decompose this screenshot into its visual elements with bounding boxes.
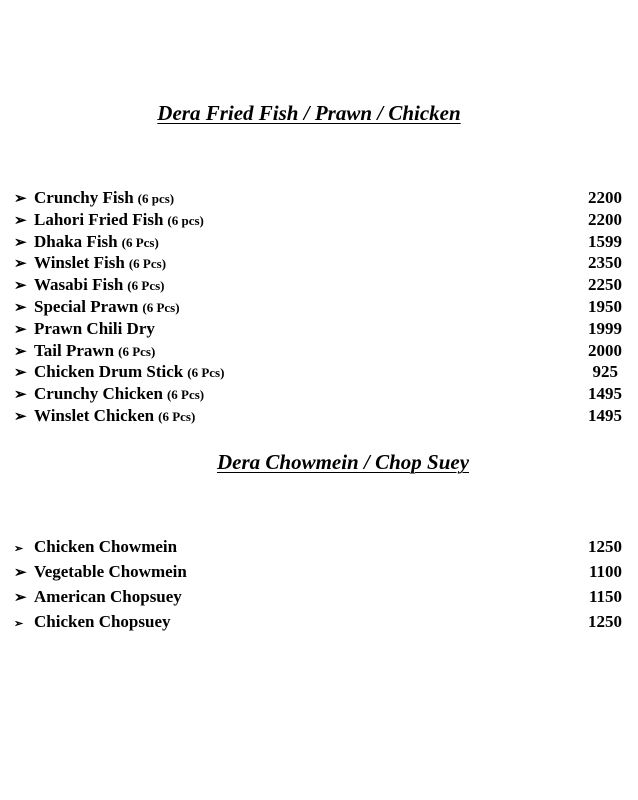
chowmein-items-list — [14, 534, 622, 634]
item-name: Wasabi Fish — [34, 275, 124, 295]
menu-item — [14, 231, 622, 253]
item-price: 1100 — [588, 562, 622, 581]
item-name: Chicken Drum Stick — [34, 362, 184, 382]
menu-item — [14, 187, 622, 209]
menu-item — [14, 318, 622, 340]
item-price: 2000 — [588, 340, 622, 360]
item-name: Crunchy Fish — [34, 188, 134, 207]
item-quantity: (6 Pcs) — [121, 234, 159, 250]
item-price: 1999 — [588, 318, 622, 338]
arrowhead-bullet-icon: ➢ — [14, 212, 27, 229]
item-price: 1495 — [588, 384, 622, 404]
arrowhead-bullet-icon: ➢ — [14, 191, 27, 207]
item-name: Vegetable Chowmein — [34, 562, 187, 581]
arrowhead-bullet-icon: ➢ — [14, 234, 27, 251]
item-name: Dhaka Fish — [34, 231, 118, 251]
item-price: 1599 — [588, 231, 622, 251]
arrowhead-bullet-icon: ➢ — [14, 299, 27, 316]
item-quantity: (6 Pcs) — [127, 278, 165, 294]
item-price: 2200 — [588, 188, 622, 207]
item-price: 1250 — [588, 537, 622, 556]
menu-item — [14, 609, 622, 634]
menu-item — [14, 361, 622, 383]
item-name: Prawn Chili Dry — [34, 318, 155, 338]
item-quantity: (6 Pcs) — [142, 299, 180, 315]
arrowhead-bullet-icon: ➢ — [14, 343, 27, 360]
arrowhead-bullet-icon: ➢ — [14, 321, 27, 338]
item-name: Winslet Chicken — [34, 405, 155, 425]
item-price: 1150 — [588, 587, 622, 606]
arrowhead-bullet-icon: ➢ — [14, 590, 27, 606]
arrowhead-bullet-icon: ➢ — [14, 365, 27, 382]
arrowhead-bullet-icon: ➢ — [14, 543, 24, 555]
item-quantity: (6 Pcs) — [187, 365, 225, 381]
menu-item — [14, 559, 622, 584]
item-quantity: (6 Pcs) — [128, 256, 167, 272]
item-name: Chicken Chopsuey — [34, 612, 171, 631]
arrowhead-bullet-icon: ➢ — [14, 408, 27, 425]
item-name: Tail Prawn — [34, 340, 115, 360]
menu-item — [14, 584, 622, 609]
arrowhead-bullet-icon: ➢ — [14, 256, 27, 273]
menu-item — [14, 340, 622, 362]
section-title-chowmein: Dera Chowmein / Chop Suey — [216, 450, 470, 474]
fried-items-list — [14, 187, 622, 427]
arrowhead-bullet-icon: ➢ — [14, 278, 27, 295]
arrowhead-bullet-icon: ➢ — [14, 565, 27, 581]
item-name: Winslet Fish — [34, 253, 125, 273]
item-quantity: (6 Pcs) — [118, 343, 156, 359]
item-name: Crunchy Chicken — [34, 384, 163, 404]
item-quantity: (6 Pcs) — [158, 408, 196, 424]
menu-item — [14, 383, 622, 405]
item-name: Lahori Fried Fish — [34, 209, 164, 229]
item-price: 1950 — [588, 296, 622, 316]
item-price: 2200 — [588, 209, 622, 229]
menu-item — [14, 252, 622, 274]
item-price: 925 — [592, 362, 618, 382]
item-quantity: (6 pcs) — [167, 212, 204, 228]
item-price: 1495 — [588, 405, 622, 425]
menu-item — [14, 209, 622, 231]
menu-item — [14, 534, 622, 559]
menu-item — [14, 296, 622, 318]
item-price: 1250 — [588, 612, 622, 631]
section-title-fried: Dera Fried Fish / Prawn / Chicken — [157, 101, 461, 125]
arrowhead-bullet-icon: ➢ — [14, 618, 24, 630]
item-name: American Chopsuey — [34, 587, 182, 606]
arrowhead-bullet-icon: ➢ — [14, 387, 27, 404]
item-quantity: (6 Pcs) — [166, 387, 205, 403]
item-price: 2250 — [588, 275, 622, 295]
menu-item — [14, 405, 622, 427]
menu-item — [14, 274, 622, 296]
item-price: 2350 — [588, 253, 622, 273]
item-quantity: (6 pcs) — [137, 191, 175, 206]
item-name: Chicken Chowmein — [34, 537, 178, 556]
item-name: Special Prawn — [34, 296, 139, 316]
